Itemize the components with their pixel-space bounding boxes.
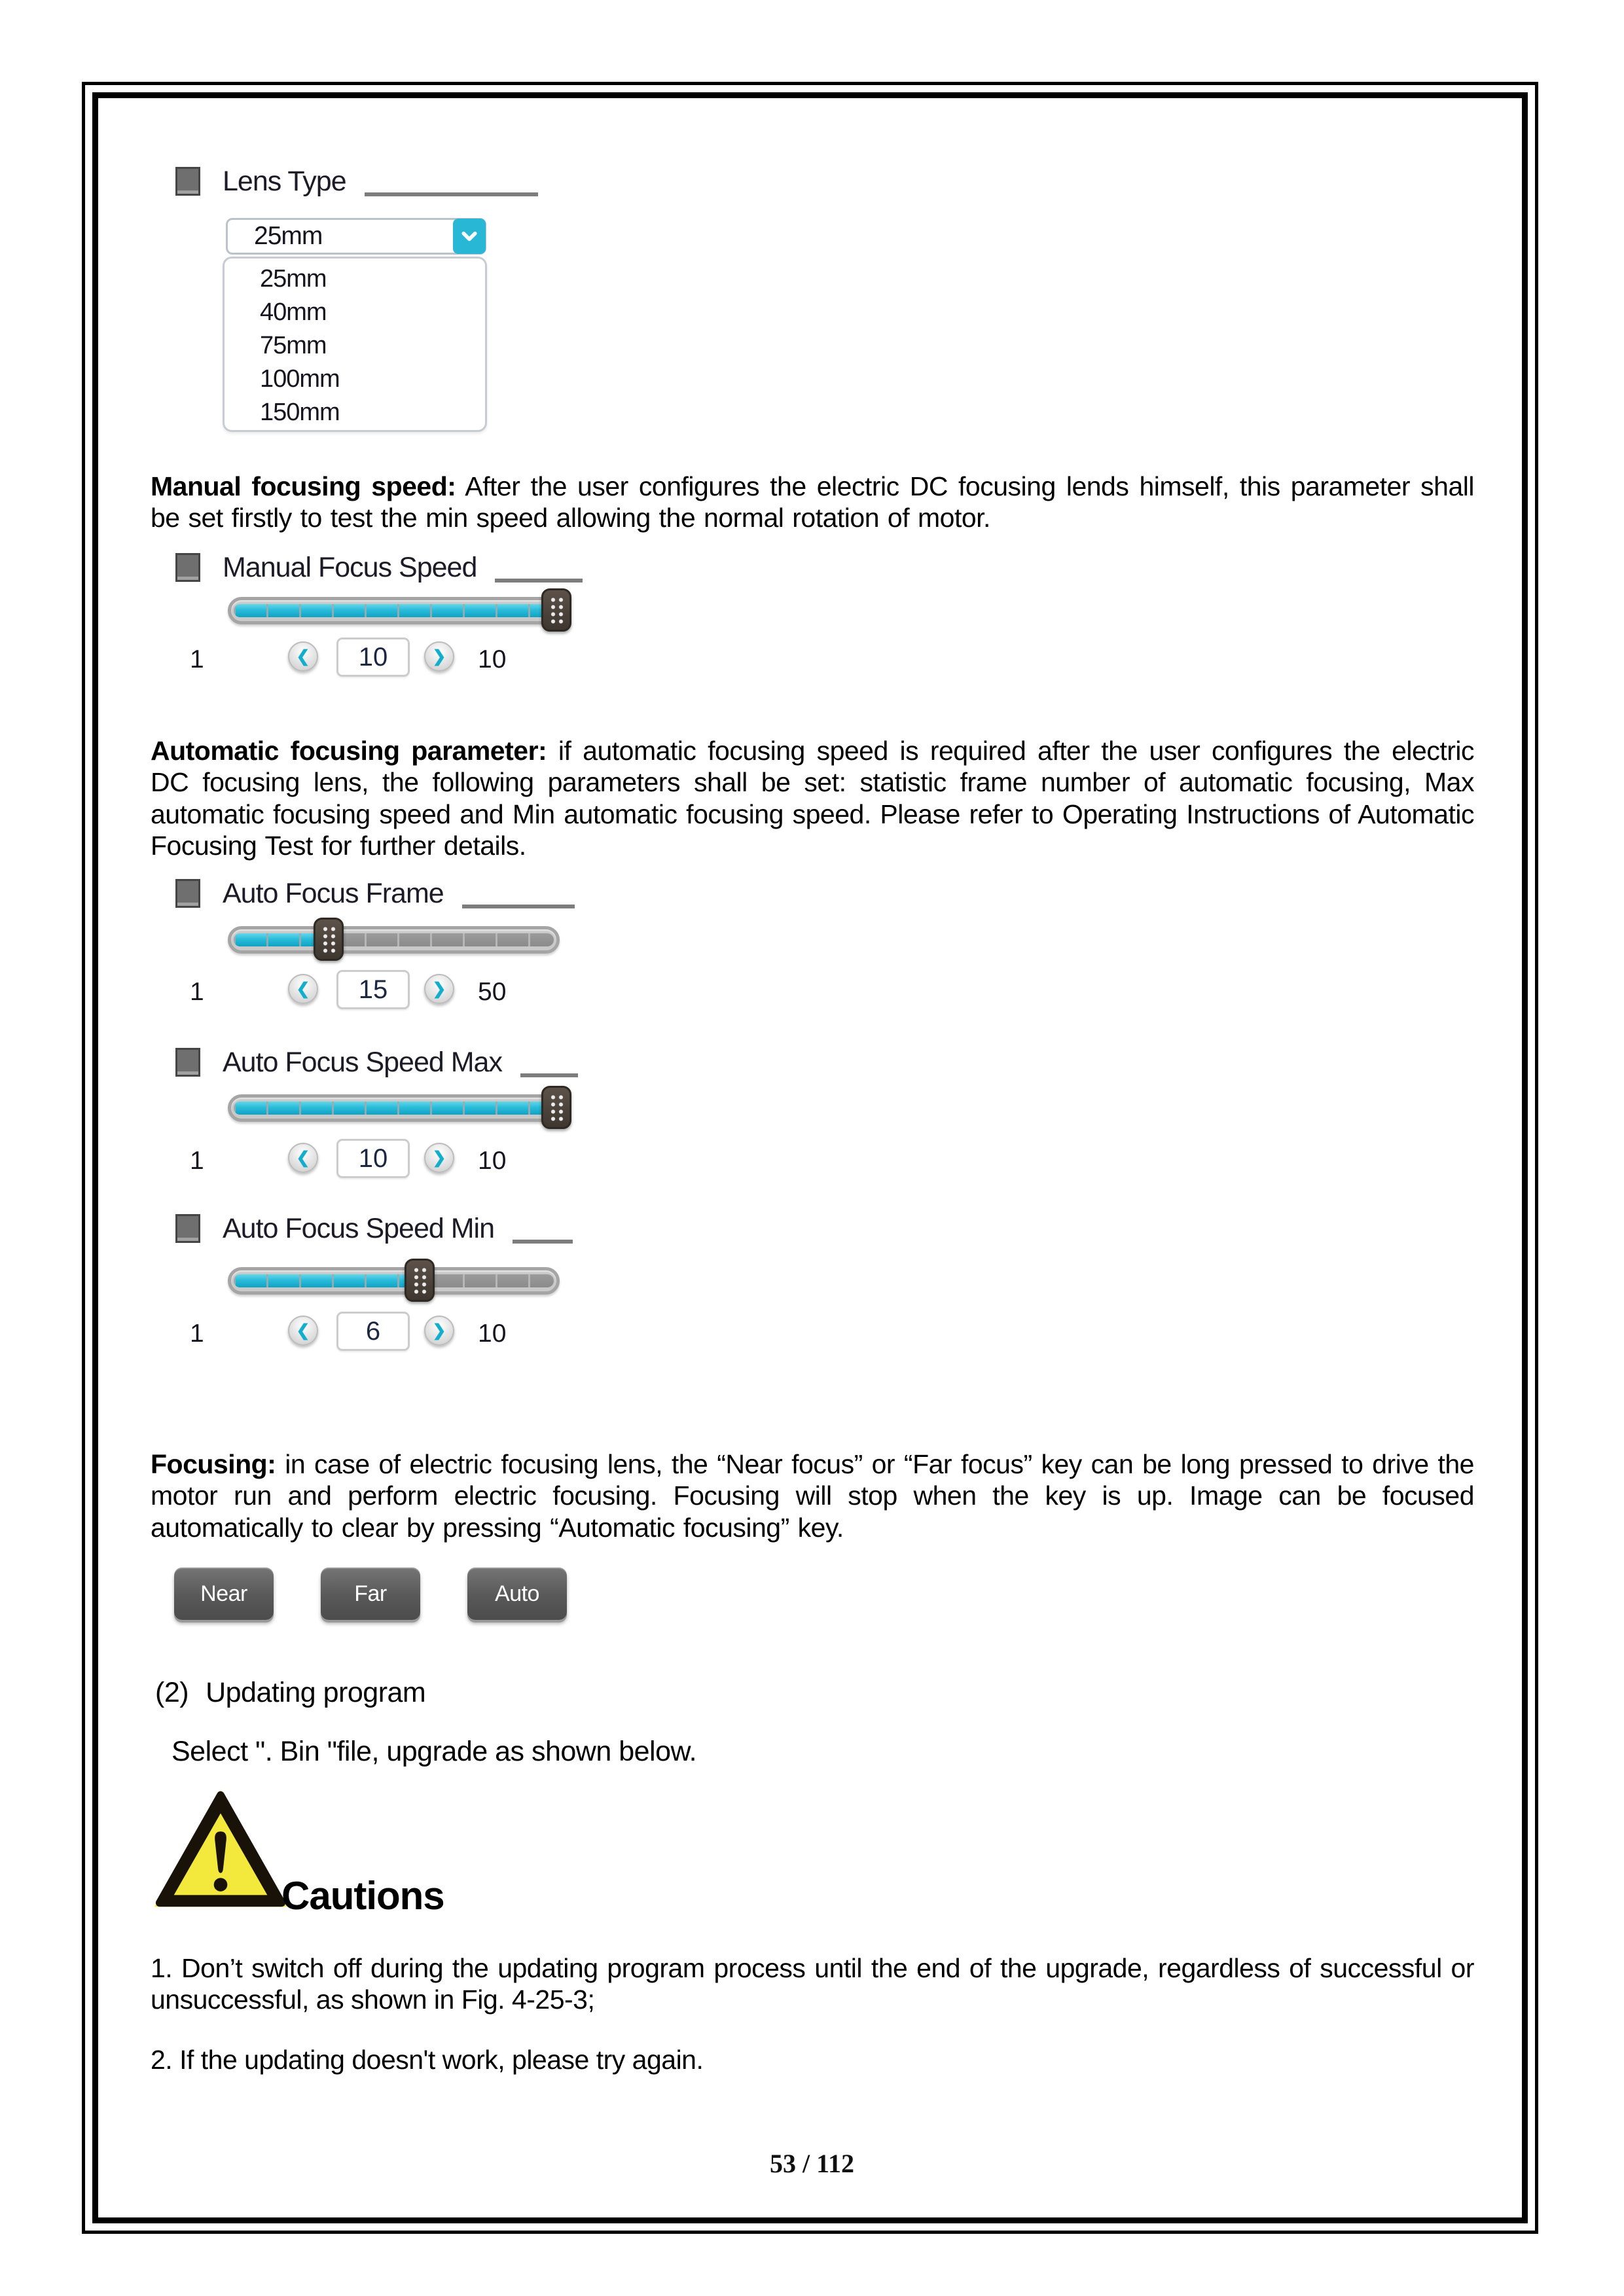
checkbox-icon[interactable] (175, 167, 200, 196)
slider-knob[interactable] (541, 588, 571, 632)
paragraph-lead: Focusing: (151, 1449, 276, 1479)
heading-text: Updating program (206, 1677, 426, 1708)
focus-button-group (174, 1568, 567, 1620)
warning-icon (149, 1782, 292, 1918)
chevron-right-icon: ❯ (432, 980, 446, 998)
slider-knob[interactable] (541, 1086, 571, 1129)
chevron-left-icon: ❮ (296, 1321, 310, 1340)
auto-focus-frame-label: Auto Focus Frame (223, 877, 444, 909)
increase-button[interactable] (424, 1316, 454, 1346)
slider-min-label: 1 (190, 978, 204, 1006)
value-text: 6 (365, 1316, 381, 1346)
chevron-right-icon: ❯ (432, 647, 446, 666)
lens-option[interactable]: 40mm (260, 298, 327, 326)
slider-min-label: 1 (190, 1319, 204, 1348)
label-underline (462, 905, 575, 908)
auto-focus-speed-min-label: Auto Focus Speed Min (223, 1212, 495, 1244)
paragraph-lead: Automatic focusing parameter: (151, 736, 547, 766)
decrease-button[interactable] (288, 641, 318, 672)
auto-focus-frame-slider[interactable] (228, 926, 560, 954)
slider-max-label: 10 (478, 1319, 507, 1348)
cautions-heading: Cautions (281, 1874, 444, 1918)
far-button[interactable]: Far (321, 1568, 420, 1620)
chevron-right-icon: ❯ (432, 1321, 446, 1340)
lens-type-option-list (223, 257, 487, 432)
lens-option[interactable]: 150mm (260, 399, 340, 426)
auto-focus-frame-values (175, 973, 581, 1014)
slider-knob[interactable] (314, 918, 344, 961)
slider-max-label: 50 (478, 978, 507, 1006)
chevron-right-icon: ❯ (432, 1149, 446, 1167)
checkbox-icon[interactable] (175, 879, 200, 908)
dropdown-button[interactable] (453, 219, 486, 254)
paragraph-lead: Manual focusing speed: (151, 471, 456, 501)
lens-type-select[interactable] (226, 218, 486, 255)
manual-focus-speed-values (175, 640, 581, 682)
increase-button[interactable] (424, 974, 454, 1004)
chevron-left-icon: ❮ (296, 980, 310, 998)
caution-item-1: 1. Don’t switch off during the updating program process until the end of the upgrade, regardless of successful or unsuccessful, as shown in Fig. 4-25-3; (151, 1953, 1474, 2015)
chevron-left-icon: ❮ (296, 647, 310, 666)
lens-type-selected-value: 25mm (254, 222, 323, 250)
lens-option[interactable]: 75mm (260, 332, 327, 359)
slider-min-label: 1 (190, 645, 204, 673)
manual-focus-speed-slider[interactable] (228, 597, 560, 624)
increase-button[interactable] (424, 641, 454, 672)
lens-option[interactable]: 25mm (260, 265, 327, 293)
paragraph-body: in case of electric focusing lens, the “Near focus” or “Far focus” key can be long pressed to drive the motor run and perform electric focusing. Focusing will stop when the key is up. Image can be focused automatically to clear by pressing “Automatic focusing” key. (151, 1449, 1474, 1543)
slider-fill (234, 604, 559, 617)
paragraph-body: if automatic focusing speed is required after the user configures the electric DC focusing lens, the following parameters shall be set: statistic frame number of automatic focusing, Max automatic focusing speed and Min automatic focusing speed. Please refer to Operating Instructions of Automatic Focusing Test for further details. (151, 736, 1474, 861)
value-text: 15 (358, 975, 388, 1004)
slider-min-label: 1 (190, 1147, 204, 1175)
slider-fill (234, 1274, 422, 1287)
auto-button[interactable]: Auto (467, 1568, 567, 1620)
manual-focus-speed-value-box[interactable] (336, 637, 410, 677)
auto-focus-speed-max-label: Auto Focus Speed Max (223, 1046, 502, 1078)
automatic-focusing-paragraph (151, 735, 1474, 862)
lens-type-label: Lens Type (223, 165, 346, 197)
lens-option[interactable]: 100mm (260, 365, 340, 393)
checkbox-icon[interactable] (175, 553, 200, 582)
slider-fill (234, 1102, 559, 1115)
manual-focus-speed-row (175, 550, 583, 585)
increase-button[interactable] (424, 1143, 454, 1173)
value-text: 10 (358, 642, 388, 672)
decrease-button[interactable] (288, 1143, 318, 1173)
auto-focus-speed-min-slider[interactable] (228, 1267, 560, 1295)
grip-dots-icon (549, 1093, 564, 1122)
auto-focus-frame-row (175, 876, 575, 911)
chevron-down-icon (460, 226, 479, 246)
checkbox-icon[interactable] (175, 1214, 200, 1243)
slider-max-label: 10 (478, 1147, 507, 1175)
manual-focusing-paragraph (151, 471, 1474, 534)
auto-focus-frame-value-box[interactable] (336, 970, 410, 1009)
auto-focus-speed-min-values (175, 1314, 581, 1356)
lens-type-row (175, 164, 538, 199)
auto-focus-speed-min-value-box[interactable] (336, 1312, 410, 1351)
select-bin-instruction: Select ". Bin "file, upgrade as shown below. (171, 1736, 697, 1767)
manual-focus-speed-label: Manual Focus Speed (223, 551, 477, 583)
slider-knob[interactable] (405, 1259, 435, 1302)
page-number: 53 / 112 (770, 2149, 854, 2178)
label-underline (513, 1240, 573, 1244)
decrease-button[interactable] (288, 1316, 318, 1346)
auto-focus-speed-max-value-box[interactable] (336, 1139, 410, 1178)
grip-dots-icon (549, 596, 564, 624)
paragraph-body: After the user configures the electric DC focusing lends himself, this parameter shall be set firstly to test the min speed allowing the normal rotation of motor. (151, 471, 1475, 533)
label-underline (365, 192, 538, 196)
caution-item-2: 2. If the updating doesn't work, please try again. (151, 2045, 704, 2075)
grip-dots-icon (321, 925, 336, 954)
value-text: 10 (358, 1143, 388, 1173)
auto-focus-speed-max-values (175, 1141, 581, 1183)
grip-dots-icon (412, 1266, 427, 1295)
label-underline (520, 1073, 578, 1077)
updating-program-heading (155, 1677, 425, 1709)
list-number: (2) (155, 1677, 189, 1708)
slider-max-label: 10 (478, 645, 507, 673)
auto-focus-speed-max-row (175, 1045, 578, 1080)
near-button[interactable]: Near (174, 1568, 274, 1620)
focusing-paragraph (151, 1448, 1474, 1543)
checkbox-icon[interactable] (175, 1048, 200, 1077)
auto-focus-speed-max-slider[interactable] (228, 1094, 560, 1122)
label-underline (495, 579, 583, 583)
auto-focus-speed-min-row (175, 1211, 573, 1246)
decrease-button[interactable] (288, 974, 318, 1004)
chevron-left-icon: ❮ (296, 1149, 310, 1167)
